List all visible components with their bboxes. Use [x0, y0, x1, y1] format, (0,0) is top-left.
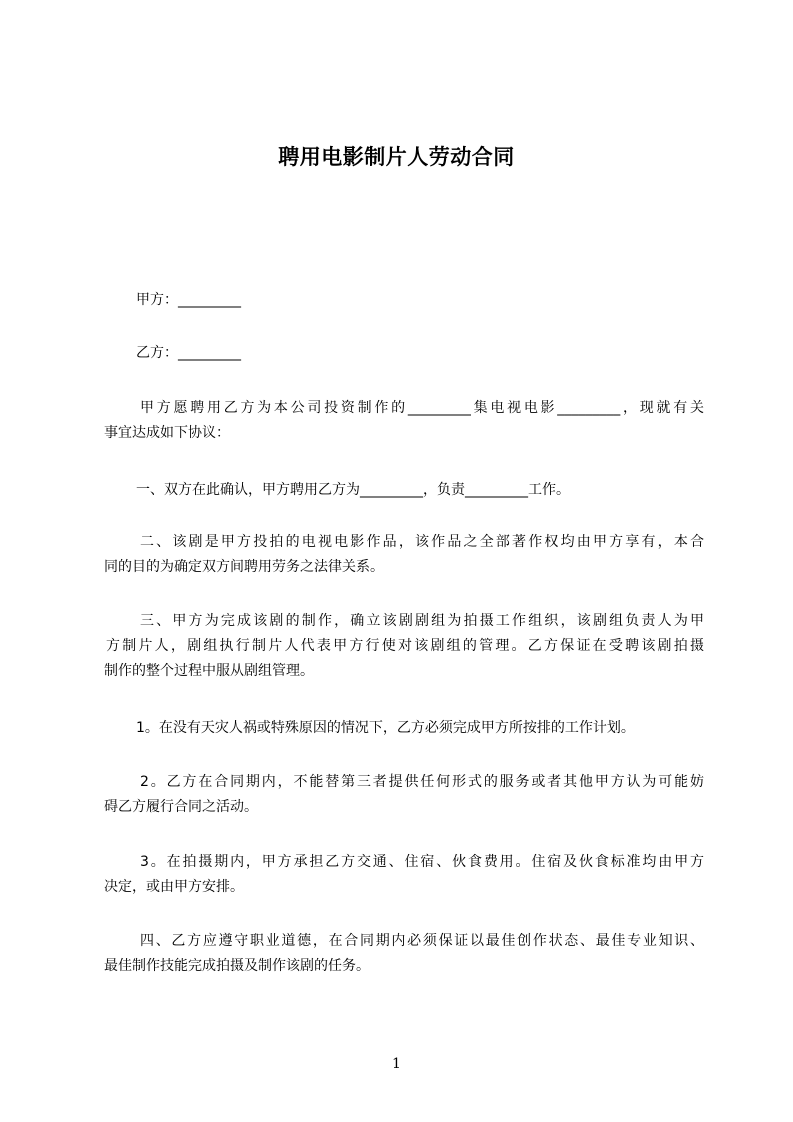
page-number: 1	[392, 1056, 401, 1072]
clause-3-line-3: 制作的整个过程中服从剧组管理。	[104, 663, 314, 679]
clause-4-paragraph	[104, 929, 704, 979]
clause-4-line-2: 最佳制作技能完成拍摄及制作该剧的任务。	[104, 958, 370, 974]
intro-line-2: 事宜达成如下协议：	[104, 425, 230, 441]
clause-3-line-2: 方制片人，剧组执行制片人代表甲方行使对该剧组的管理。乙方保证在受聘该剧拍摄	[106, 638, 704, 654]
clause-3-line-1: 三、甲方为完成该剧的制作，确立该剧剧组为拍摄工作组织，该剧组负责人为甲	[140, 613, 704, 629]
clause-1-line: 一、双方在此确认，甲方聘用乙方为_________，负责_________工作。	[136, 482, 570, 498]
party-a-line: 甲方：_________	[136, 292, 241, 308]
item-2-line-1: 2。乙方在合同期内，不能替第三者提供任何形式的服务或者其他甲方认为可能妨	[140, 774, 704, 790]
clause-3-paragraph	[104, 609, 704, 684]
item-1-line: 1。在没有天灾人祸或特殊原因的情况下，乙方必须完成甲方所按排的工作计划。	[136, 720, 635, 736]
party-b-line: 乙方：_________	[136, 345, 241, 361]
clause-2-line-1: 二、该剧是甲方投拍的电视电影作品，该作品之全部著作权均由甲方享有，本合	[140, 534, 704, 550]
intro-line-1: 甲方愿聘用乙方为本公司投资制作的_________集电视电影_________，现就有关	[140, 400, 704, 416]
item-3-paragraph	[104, 850, 704, 900]
item-2-line-2: 碍乙方履行合同之活动。	[104, 799, 258, 815]
clause-2-paragraph	[104, 530, 704, 580]
intro-paragraph	[104, 396, 704, 446]
item-3-line-1: 3。在拍摄期内，甲方承担乙方交通、住宿、伙食费用。住宿及伙食标准均由甲方	[140, 854, 704, 870]
clause-2-line-2: 同的目的为确定双方间聘用劳务之法律关系。	[104, 559, 384, 575]
item-2-paragraph	[104, 770, 704, 820]
item-3-line-2: 决定，或由甲方安排。	[104, 879, 244, 895]
document-title: 聘用电影制片人劳动合同	[278, 145, 515, 169]
clause-4-line-1: 四、乙方应遵守职业道德，在合同期内必须保证以最佳创作状态、最佳专业知识、	[140, 933, 704, 949]
